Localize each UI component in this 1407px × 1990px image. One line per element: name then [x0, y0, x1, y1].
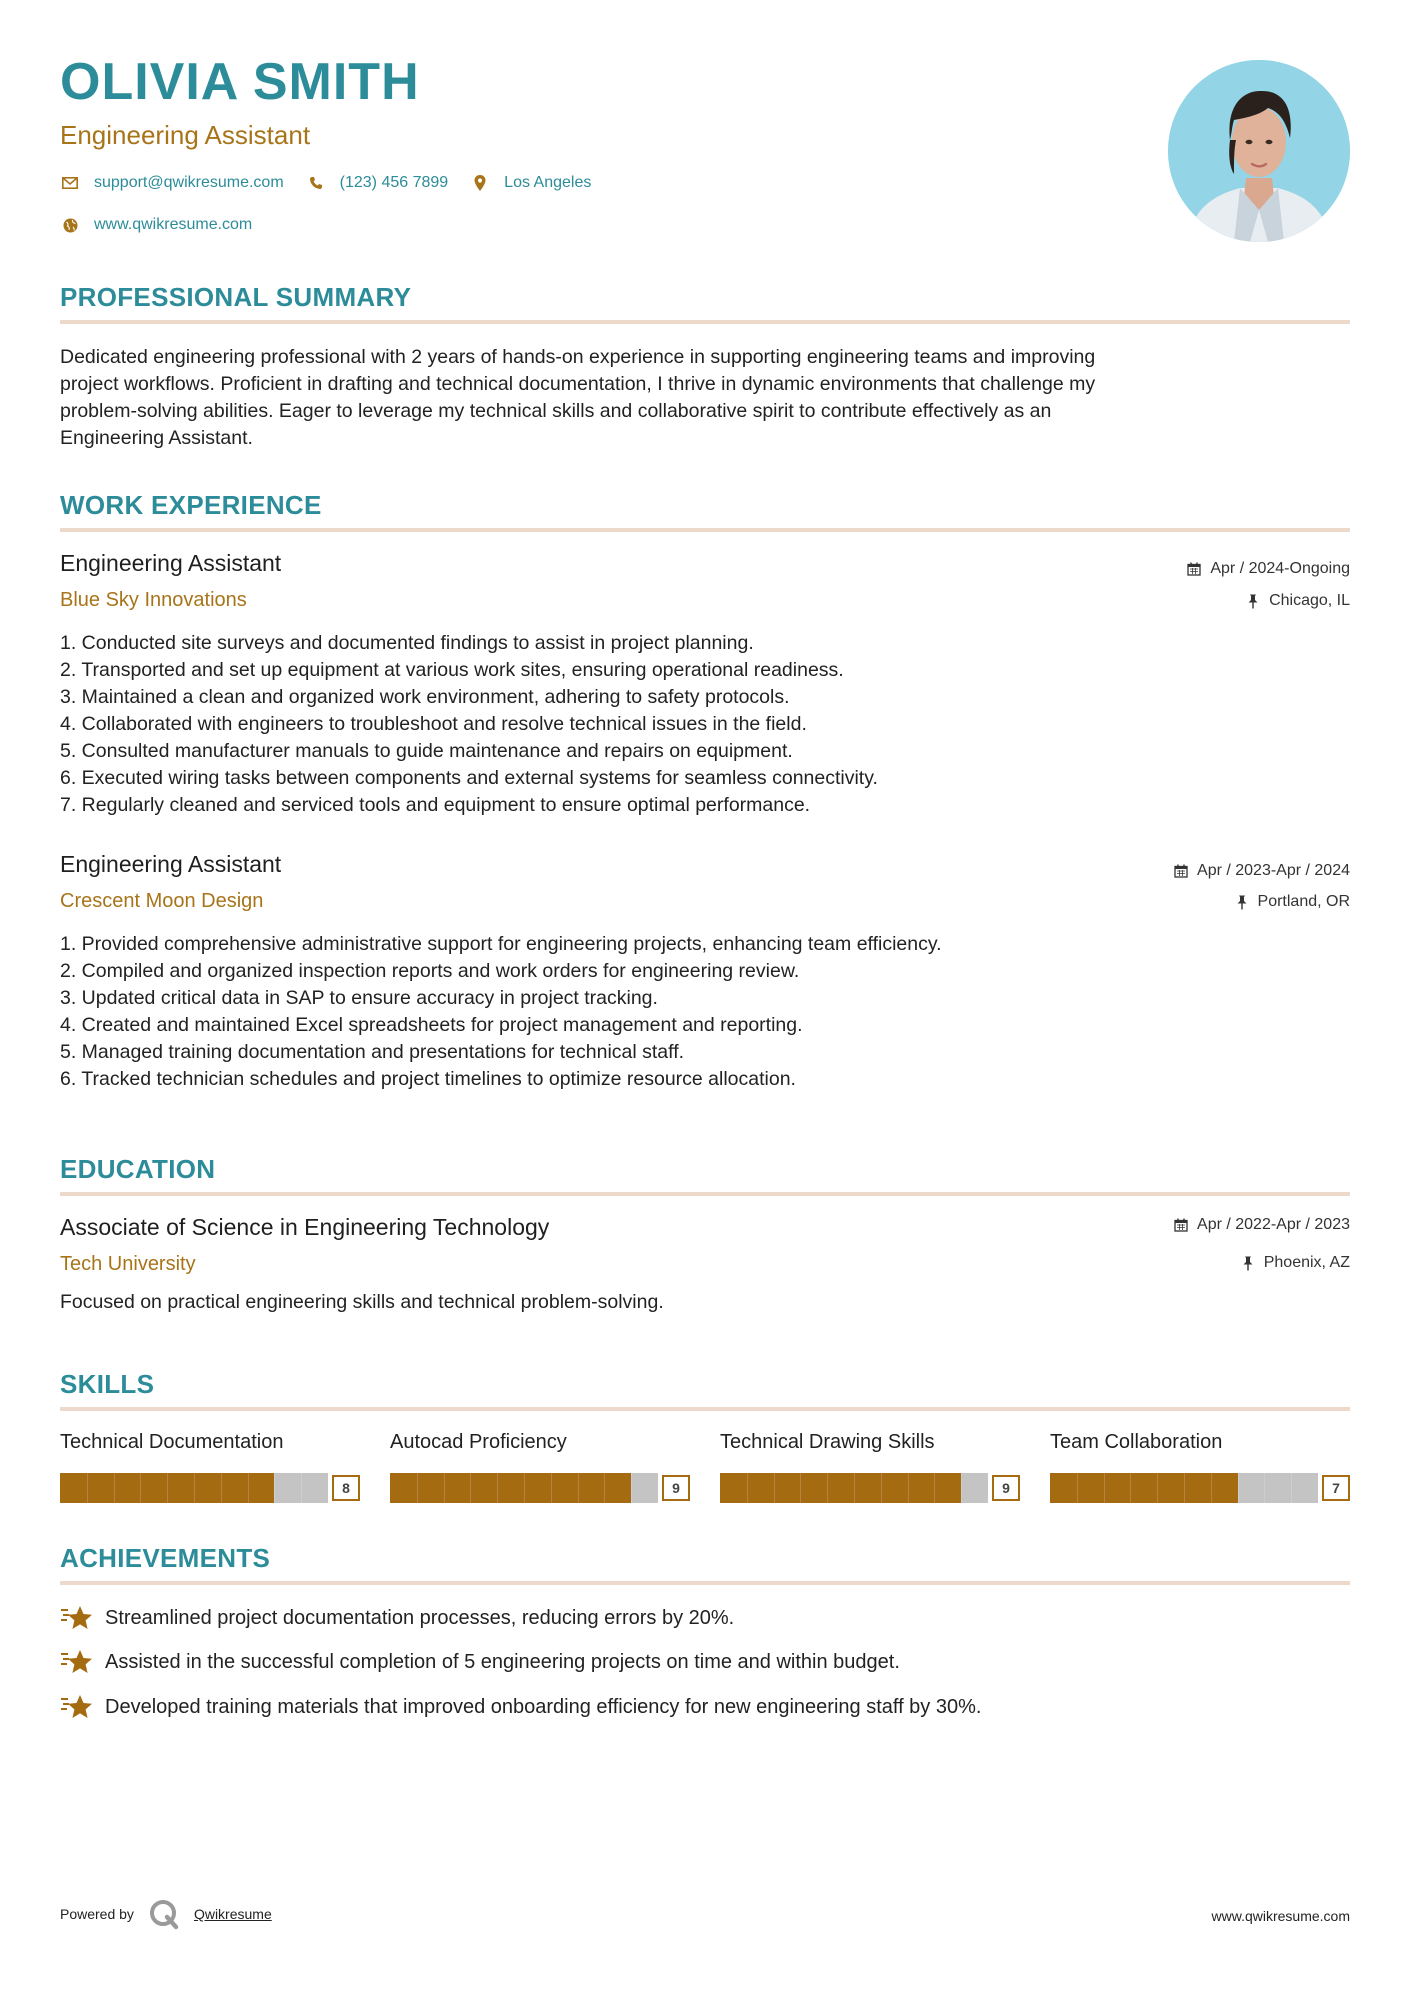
skill-name: Team Collaboration — [1050, 1431, 1223, 1453]
skill-segment-divider — [167, 1473, 168, 1503]
section-title-experience: WORK EXPERIENCE — [60, 490, 322, 520]
skill-score: 9 — [992, 1475, 1020, 1501]
list-item: 2. Transported and set up equipment at various work sites, ensuring operational readiness. — [60, 659, 844, 681]
section-divider — [60, 1192, 1350, 1196]
skill-segment-divider — [774, 1473, 775, 1503]
star-icon — [60, 1603, 94, 1633]
skill-segment-divider — [1104, 1473, 1105, 1503]
skill-segment-divider — [1238, 1473, 1239, 1503]
location-text: Phoenix, AZ — [1263, 1254, 1350, 1271]
summary-line: Dedicated engineering professional with 2 years of hands-on experience in supporting engineering teams and improving — [60, 346, 1096, 368]
skill-segment-divider — [747, 1473, 748, 1503]
skill-segment-divider — [1184, 1473, 1185, 1503]
contact-location — [470, 173, 591, 193]
list-item: 2. Compiled and organized inspection reports and work orders for engineering review. — [60, 960, 800, 982]
list-item: 1. Provided comprehensive administrative support for engineering projects, enhancing team efficiency. — [60, 933, 942, 955]
qwikresume-link[interactable]: Qwikresume — [193, 1906, 272, 1922]
calendar-icon — [1173, 863, 1189, 879]
list-item: 5. Managed training documentation and presentations for technical staff. — [60, 1041, 685, 1063]
skill-item — [1050, 1431, 1350, 1503]
company-name: Blue Sky Innovations — [60, 589, 247, 611]
star-icon — [60, 1692, 94, 1722]
achievement-item — [60, 1692, 981, 1722]
pushpin-icon — [1234, 894, 1250, 910]
skill-bar — [60, 1473, 360, 1503]
list-item: 7. Regularly cleaned and serviced tools and equipment to ensure optimal performance. — [60, 794, 811, 816]
dates-text: Apr / 2023-Apr / 2024 — [1197, 862, 1350, 879]
skill-segment-divider — [140, 1473, 141, 1503]
location-text: Chicago, IL — [1269, 592, 1350, 609]
list-item: 4. Collaborated with engineers to troubleshoot and resolve technical issues in the field. — [60, 713, 807, 735]
dates-text: Apr / 2024-Ongoing — [1210, 560, 1350, 577]
skill-segment-divider — [578, 1473, 579, 1503]
skill-track — [60, 1473, 328, 1503]
skill-segment-divider — [631, 1473, 632, 1503]
contact-row-2 — [60, 215, 274, 235]
list-item: 1. Conducted site surveys and documented findings to assist in project planning. — [60, 632, 754, 654]
skill-fill — [390, 1473, 631, 1503]
pushpin-icon — [1245, 593, 1261, 609]
achievement-item — [60, 1603, 734, 1633]
skill-segment-divider — [444, 1473, 445, 1503]
phone-text[interactable]: (123) 456 7899 — [339, 174, 449, 191]
education-location — [1240, 1254, 1350, 1272]
skill-track — [1050, 1473, 1318, 1503]
list-item: 6. Tracked technician schedules and project timelines to optimize resource allocation. — [60, 1068, 796, 1090]
section-divider — [60, 1407, 1350, 1411]
achievement-text: Streamlined project documentation processes, reducing errors by 20%. — [105, 1606, 735, 1629]
skill-track — [720, 1473, 988, 1503]
skill-segment-divider — [114, 1473, 115, 1503]
list-item: 5. Consulted manufacturer manuals to guide maintenance and repairs on equipment. — [60, 740, 793, 762]
summary-line: Engineering Assistant. — [60, 427, 253, 449]
skill-fill — [1050, 1473, 1238, 1503]
education-description: Focused on practical engineering skills and technical problem-solving. — [60, 1291, 664, 1313]
skill-item — [390, 1431, 690, 1503]
skill-segment-divider — [1211, 1473, 1212, 1503]
section-divider — [60, 320, 1350, 324]
skill-segment-divider — [274, 1473, 275, 1503]
skill-bar — [720, 1473, 1020, 1503]
calendar-icon — [1186, 561, 1202, 577]
skill-segment-divider — [551, 1473, 552, 1503]
contact-email[interactable] — [60, 173, 284, 193]
skill-segment-divider — [604, 1473, 605, 1503]
skill-segment-divider — [87, 1473, 88, 1503]
skill-segment-divider — [524, 1473, 525, 1503]
footer-powered-by — [60, 1898, 272, 1930]
achievement-text: Assisted in the successful completion of 5 engineering projects on time and within budget. — [105, 1650, 900, 1673]
section-title-achievements: ACHIEVEMENTS — [60, 1543, 271, 1573]
skill-segment-divider — [248, 1473, 249, 1503]
list-item: 4. Created and maintained Excel spreadsheets for project management and reporting. — [60, 1014, 803, 1036]
list-item: 3. Maintained a clean and organized work environment, adhering to safety protocols. — [60, 686, 790, 708]
skill-segment-divider — [194, 1473, 195, 1503]
skill-track — [390, 1473, 658, 1503]
job-title: Engineering Assistant — [60, 550, 282, 576]
job-bullets — [60, 931, 942, 1093]
job-location — [1245, 592, 1350, 610]
skill-segment-divider — [908, 1473, 909, 1503]
skill-segment-divider — [934, 1473, 935, 1503]
candidate-name: OLIVIA SMITH — [60, 53, 420, 111]
skill-segment-divider — [1291, 1473, 1292, 1503]
job-title: Engineering Assistant — [60, 851, 282, 877]
email-text[interactable]: support@qwikresume.com — [94, 174, 284, 191]
job-bullets — [60, 630, 878, 819]
contact-website[interactable] — [60, 215, 252, 235]
phone-icon — [306, 173, 326, 193]
skill-segment-divider — [961, 1473, 962, 1503]
list-item: 6. Executed wiring tasks between components and external systems for seamless connectivity. — [60, 767, 878, 789]
star-icon — [60, 1647, 94, 1677]
website-text[interactable]: www.qwikresume.com — [94, 216, 253, 233]
skill-segment-divider — [1157, 1473, 1158, 1503]
section-divider — [60, 1581, 1350, 1585]
pushpin-icon — [1240, 1255, 1256, 1271]
school-name: Tech University — [60, 1253, 196, 1275]
candidate-title: Engineering Assistant — [60, 120, 311, 150]
skill-segment-divider — [1077, 1473, 1078, 1503]
skill-bar — [390, 1473, 690, 1503]
degree-title: Associate of Science in Engineering Technology — [60, 1214, 550, 1240]
envelope-icon — [60, 173, 80, 193]
location-text: Los Angeles — [504, 174, 592, 191]
summary-text — [60, 344, 1350, 452]
job-dates — [1173, 862, 1350, 880]
contact-phone[interactable] — [306, 173, 449, 193]
powered-by-label: Powered by — [60, 1906, 134, 1922]
achievement-item — [60, 1647, 900, 1677]
skill-score: 9 — [662, 1475, 690, 1501]
calendar-icon — [1173, 1217, 1189, 1233]
profile-photo — [1168, 60, 1350, 242]
skill-segment-divider — [800, 1473, 801, 1503]
skill-fill — [720, 1473, 961, 1503]
skill-name: Technical Drawing Skills — [720, 1431, 935, 1453]
summary-line: project workflows. Proficient in drafting and technical documentation, I thrive in dynamic environments that challenge my — [60, 373, 1096, 395]
skill-segment-divider — [417, 1473, 418, 1503]
location-text: Portland, OR — [1257, 893, 1350, 910]
skill-segment-divider — [1264, 1473, 1265, 1503]
skill-score: 7 — [1322, 1475, 1350, 1501]
achievement-text: Developed training materials that improved onboarding efficiency for new engineering staff by 30%. — [105, 1695, 982, 1718]
skill-segment-divider — [221, 1473, 222, 1503]
skill-segment-divider — [827, 1473, 828, 1503]
skill-item — [720, 1431, 1020, 1503]
skill-item — [60, 1431, 360, 1503]
skill-segment-divider — [854, 1473, 855, 1503]
dates-text: Apr / 2022-Apr / 2023 — [1197, 1216, 1350, 1233]
qwikresume-logo-icon — [148, 1898, 180, 1930]
section-title-education: EDUCATION — [60, 1154, 216, 1184]
map-pin-icon — [470, 173, 490, 193]
education-dates — [1173, 1216, 1350, 1234]
section-title-summary: PROFESSIONAL SUMMARY — [60, 282, 412, 312]
job-dates — [1186, 560, 1350, 578]
section-divider — [60, 528, 1350, 532]
job-location — [1234, 893, 1350, 911]
skill-segment-divider — [470, 1473, 471, 1503]
company-name: Crescent Moon Design — [60, 890, 264, 912]
skill-bar — [1050, 1473, 1350, 1503]
footer-website[interactable]: www.qwikresume.com — [1211, 1908, 1350, 1924]
skill-name: Technical Documentation — [60, 1431, 284, 1453]
skill-segment-divider — [497, 1473, 498, 1503]
skill-segment-divider — [1130, 1473, 1131, 1503]
skill-segment-divider — [301, 1473, 302, 1503]
contact-row-1 — [60, 173, 613, 193]
section-title-skills: SKILLS — [60, 1369, 155, 1399]
skill-name: Autocad Proficiency — [390, 1431, 567, 1453]
list-item: 3. Updated critical data in SAP to ensure accuracy in project tracking. — [60, 987, 658, 1009]
globe-icon — [60, 215, 80, 235]
summary-line: problem-solving abilities. Eager to leverage my technical skills and collaborative spirit to contribute effectively as an — [60, 400, 1052, 422]
skill-score: 8 — [332, 1475, 360, 1501]
skill-segment-divider — [881, 1473, 882, 1503]
